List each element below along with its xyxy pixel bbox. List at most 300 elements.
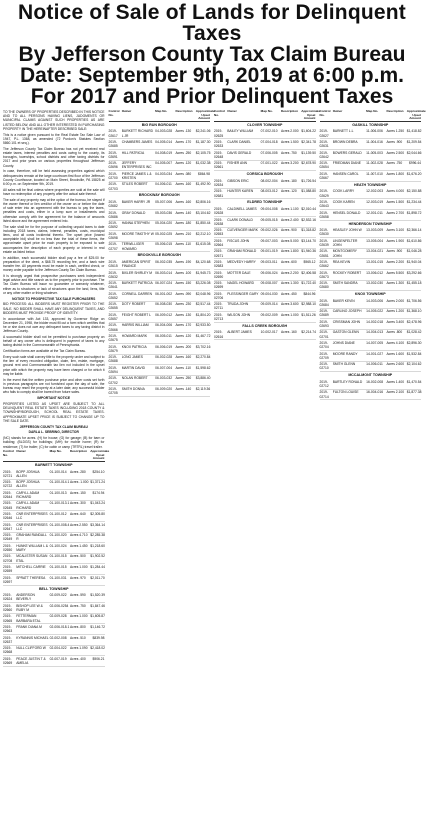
- table-row: [109, 129, 211, 140]
- control-number: 2019-02616: [214, 330, 224, 339]
- table-row: [3, 656, 105, 667]
- map-number: 01-100-014: [49, 469, 67, 474]
- control-number: 2019-02706: [214, 291, 224, 300]
- owner-name: ROCKEY ROBERT: [332, 270, 362, 275]
- control-number: 2019-02647: [3, 522, 13, 531]
- upset-amount: $3,364.14: [90, 522, 105, 527]
- notice-paragraph: The Jefferson County Tax Claim Bureau has not yet received real estate taxes, interest penalties and costs owing to the county, its boroughs, townships, school districts and other taxing districts for 2017 and prior years on various properties throughout Jefferson County.: [3, 146, 105, 168]
- table-row: [109, 386, 211, 397]
- property-description: Acres 5.500: [386, 270, 405, 275]
- col-header-upset-amount: Approximate Upset Amount: [90, 449, 110, 461]
- property-description: Acres .600: [280, 259, 297, 264]
- table-row: [214, 161, 316, 172]
- upset-amount: $2,532.16: [301, 217, 316, 222]
- table-row: [320, 259, 422, 270]
- map-number: 14-003-006: [366, 298, 384, 303]
- property-description: Acres .590: [69, 593, 86, 598]
- map-number: 09-001-019: [260, 249, 278, 254]
- owner-name: SMITH DONNA: [121, 387, 145, 392]
- property-description: Acres .150: [69, 490, 86, 495]
- notice-header: [3, 2, 421, 107]
- property-description: Acres .400: [69, 656, 86, 661]
- header-title: Notice of Sale of Lands for Delinquent Taxes: [18, 1, 406, 45]
- map-number: 04-006-011: [155, 182, 172, 187]
- upset-amount: $3,886.40: [195, 376, 211, 381]
- control-number: 2019-02641: [108, 281, 118, 290]
- upset-amount: $2,896.30: [406, 341, 422, 346]
- col-header-owner: Owner: [16, 449, 26, 454]
- map-number: 09-009-014: [260, 302, 278, 307]
- upset-amount: $2,105.75: [195, 150, 211, 155]
- control-number: 2019-02692: [108, 221, 118, 230]
- property-description: Acres .750: [280, 150, 297, 155]
- control-number: 2019-02652: [108, 291, 118, 300]
- owner-name: PIERCE JAMES L & KRISTEN: [121, 171, 152, 180]
- section-title: MCCALMONT TOWNSHIP: [348, 373, 393, 378]
- map-number: 08-003-012: [260, 189, 278, 194]
- section-title: KNOX TOWNSHIP: [354, 292, 386, 297]
- owner-name: HUNTER KAREN: [227, 189, 254, 194]
- control-number: 2019-02629: [319, 189, 329, 198]
- col-header-control: Control No.: [108, 109, 120, 117]
- owner-name: JEFFERY ENTERPRISES INC: [121, 161, 152, 170]
- map-number: 06-008-030: [155, 302, 173, 307]
- table-row: [214, 150, 316, 161]
- map-number: 06-002-035: [155, 259, 173, 264]
- section-title: BARNETT TOWNSHIP: [35, 463, 73, 468]
- property-description: Acres 1.000: [69, 614, 88, 619]
- map-number: 06-009-020: [155, 387, 173, 392]
- control-number: 2019-02696: [108, 161, 118, 170]
- property-description: Acres .750: [386, 161, 403, 166]
- property-description: Acres .130: [175, 129, 192, 134]
- control-number: 2019-02642: [319, 150, 329, 159]
- property-description: Acres 1.800: [386, 171, 405, 176]
- header-date: Date: September 9th, 2019 at 6:00 p.m.: [20, 64, 404, 87]
- map-number: 09-007-003: [260, 238, 278, 243]
- owner-name: BOPP JOSHUA ALLEN: [16, 469, 40, 478]
- table-row: [3, 624, 105, 635]
- upset-amount: $2,150.88: [406, 189, 422, 194]
- table-row: [109, 210, 211, 221]
- property-description: Acres .230: [175, 302, 192, 307]
- owner-name: FULTON LOUISE: [332, 390, 359, 395]
- upset-amount: $2,933.50: [195, 323, 211, 328]
- col-header-map: Map No.: [155, 109, 168, 113]
- upset-amount: $1,368.10: [406, 309, 422, 314]
- control-number: 2019-02709: [319, 351, 329, 360]
- control-number: 2019-02666: [108, 323, 118, 332]
- upset-amount: $1,877.38: [406, 390, 422, 395]
- control-number: 2019-02699: [214, 281, 224, 290]
- table-row: [320, 351, 422, 362]
- map-number: 02-007-019: [49, 656, 67, 661]
- table-row: [109, 221, 211, 232]
- owner-name: MOORE TIMOTHY W: [121, 231, 154, 236]
- notice-columns: [3, 109, 426, 818]
- upset-amount: $1,318.82: [301, 228, 316, 233]
- property-description: Acres 1.500: [280, 139, 299, 144]
- upset-amount: $3,702.16: [195, 344, 211, 349]
- owner-name: GASTON GLENN: [332, 330, 359, 335]
- map-number: 02-009-028: [49, 614, 67, 619]
- upset-amount: $1,139.50: [301, 150, 316, 155]
- table-row: [214, 259, 316, 270]
- upset-amount: $3,292.66: [406, 270, 422, 275]
- property-description: Acres 1.100: [280, 206, 299, 211]
- upset-amount: $864.98: [198, 171, 210, 176]
- table-header: [214, 109, 321, 122]
- control-number: 2019-02668: [3, 646, 13, 655]
- table-row: [3, 533, 105, 544]
- table-row: [320, 319, 422, 330]
- map-number: 16-004-016: [366, 390, 384, 395]
- map-number: 02-002-008: [49, 635, 67, 640]
- property-description: Acres .450: [280, 291, 297, 296]
- map-number: 09-005-015: [260, 217, 278, 222]
- table-row: [320, 210, 422, 221]
- table-row: [320, 340, 422, 351]
- table-row: [214, 228, 316, 239]
- map-number: 02-006-018.1: [49, 624, 70, 629]
- control-number: 2019-02649: [3, 533, 13, 542]
- upset-amount: $174.94: [92, 490, 105, 495]
- control-number: 2019-02669: [3, 656, 13, 665]
- table-row: [109, 259, 211, 270]
- map-number: 02-009-022: [49, 593, 67, 598]
- map-number: 11-006-006: [366, 129, 383, 134]
- upset-amount: $1,706.56: [406, 298, 422, 303]
- table-row: [320, 330, 422, 341]
- map-number: 01-100-020: [49, 533, 67, 538]
- control-number: 2019-02700: [108, 171, 118, 180]
- control-number: 2019-02697: [3, 575, 13, 584]
- table-row: [320, 171, 422, 182]
- map-number: 06-001-002: [155, 291, 173, 296]
- col-header-owner: Owner: [227, 109, 237, 113]
- table-row: [3, 501, 105, 512]
- property-description: Acres 2.200: [386, 259, 405, 264]
- map-number: 02-004-022: [49, 646, 67, 651]
- owner-name: MOORE RANDY: [332, 351, 358, 356]
- control-number: 2019-02712: [319, 379, 329, 389]
- owner-name: HANSEN CAROL: [332, 171, 359, 176]
- control-number: 2019-02625: [214, 129, 224, 138]
- table-row: [214, 281, 316, 292]
- upset-amount: $2,270.84: [195, 355, 211, 360]
- owner-name: PEACE JUSTIN T & AMELIA: [16, 656, 46, 665]
- col-header-owner: Owner: [332, 109, 343, 113]
- owner-name: BROWN DEBRA: [332, 139, 358, 144]
- property-description: Acres 1.250: [386, 129, 405, 134]
- control-number: 2019-02624: [3, 593, 13, 602]
- control-number: 2019-02683: [214, 259, 224, 269]
- section-title: BROOKVILLE BOROUGH: [137, 253, 181, 258]
- section-title: BELL TOWNSHIP: [38, 586, 69, 591]
- upset-amount: $1,520.39: [90, 593, 105, 598]
- notice-paragraph: TO THE OWNERS OF PROPERTIES DESCRIBED IN THIS NOTICE AND TO ALL PERSONS HAVING LIENS, JUDGMENTS OR MUNICIPAL CLAIMS AGAINST SUCH PROPERTIES AS ARE LISTED BELOW, AND ALL OTHER INTERESTED IN PURCHASING PROPERTY IN THE HEREINAFTER DESCRIBED SALE:: [3, 110, 105, 131]
- table-row: [109, 139, 211, 150]
- table-row: [320, 249, 422, 260]
- map-number: 14-002-018: [366, 319, 384, 324]
- owner-name: BISHOP LEE W & RUBY M: [16, 603, 43, 612]
- property-description: Acres .250: [175, 376, 192, 381]
- notice-paragraph: It is strongly urged that prospective purchasers seek independent legal advice and title search as to the property prior to purchase. The Tax Claim Bureau will issue no guarantee or warranty whatever, either as to structures or lack of structures upon the land, liens, title or any other matter or thing whatever.: [3, 274, 105, 295]
- table-row: [214, 178, 316, 189]
- control-number: 2019-02650: [3, 543, 13, 553]
- property-description: Acres .170: [175, 323, 192, 328]
- property-description: Acres 1.000: [280, 312, 299, 317]
- header-subtitle: By Jefferson County Tax Claim Bureau: [18, 43, 406, 66]
- property-description: Acres 2.200: [280, 270, 299, 275]
- control-number: 2019-02617: [108, 129, 118, 138]
- upset-amount: $1,940.36: [301, 249, 316, 254]
- owner-name: MOTTER DALE: [227, 270, 251, 275]
- property-description: Acres 1.300: [386, 281, 405, 286]
- table-row: [320, 309, 422, 320]
- table-row: [214, 129, 316, 140]
- owner-name: CNR ENTERPRISES LLC: [16, 512, 48, 521]
- owner-name: REA KEVIN: [332, 259, 351, 264]
- property-description: Acres .300: [69, 501, 86, 506]
- upset-amount: $2,010.44: [301, 206, 316, 211]
- notice-paragraph: In case, therefore, will be held assessing properties against which delinquencies remain at the large courtroom first floor of the Jefferson County Courthouse, located on Main Street, Brookville, PA 15825 at 6:00 p.m. on September 9th, 2019.: [3, 169, 105, 187]
- control-number: 2019-02637: [3, 635, 13, 644]
- map-number: 09-002-009: [260, 312, 278, 317]
- table-row: [109, 171, 211, 182]
- property-description: Acres 5.000: [280, 238, 299, 243]
- upset-amount: $2,011.70: [90, 575, 105, 580]
- control-number: 2019-02627: [319, 129, 329, 138]
- owner-name: ANDERSON BEVERLY: [16, 593, 35, 602]
- table-row: [214, 238, 316, 249]
- control-number: 2019-02628: [214, 206, 224, 216]
- property-description: Acres 3.400: [386, 319, 405, 324]
- property-description: Acres 3.200: [280, 161, 299, 166]
- map-number: 05-002-025: [155, 231, 173, 236]
- upset-amount: $2,212.10: [195, 231, 211, 236]
- section-title: CLOVER TOWNSHIP: [247, 122, 283, 127]
- property-description: Acres .120: [175, 161, 192, 166]
- owner-name: LONG JAMES: [121, 355, 143, 360]
- property-description: Acres 2.100: [386, 390, 405, 395]
- property-description: Acres .130: [175, 312, 192, 317]
- control-number: 2019-02690: [214, 270, 224, 279]
- control-number: 2019-02702: [108, 376, 118, 385]
- map-number: 04-003-028: [155, 129, 173, 134]
- control-number: 2019-02631: [319, 139, 329, 149]
- column-1: [3, 110, 110, 818]
- property-description: Acres 2.700: [386, 210, 405, 215]
- col-header-upset-amount: Approximate Upset Amount: [301, 109, 321, 121]
- col-header-control: Control No.: [319, 109, 331, 117]
- col-header-owner: Owner: [121, 109, 132, 113]
- upset-amount: $1,532.84: [406, 351, 422, 356]
- owner-name: DAVIS GERALD: [227, 150, 252, 155]
- table-row: [3, 575, 105, 586]
- map-number: 06-004-006: [155, 323, 173, 328]
- owner-name: SMITH GLENN: [332, 362, 356, 367]
- upset-amount: $2,048.96: [195, 291, 211, 296]
- table-row: [320, 379, 422, 390]
- map-number: 06-002-028: [155, 355, 173, 360]
- upset-amount: $1,722.40: [301, 281, 316, 286]
- map-number: 11-004-016: [366, 139, 383, 144]
- col-header-control: Control No.: [214, 109, 225, 117]
- table-row: [320, 238, 422, 249]
- upset-amount: $839.98: [92, 635, 105, 640]
- owner-name: HENSEL DONALD: [332, 210, 361, 215]
- owner-name: NAGEL HOWARD: [227, 281, 255, 286]
- table-row: [320, 298, 422, 309]
- table-row: [3, 564, 105, 575]
- property-description: Acres .140: [175, 210, 192, 215]
- map-number: 05-004-020: [155, 221, 173, 226]
- notice-page: [0, 2, 424, 802]
- owner-name: CARYLL ADAM RICHARD: [16, 501, 40, 510]
- owner-name: MEDVEDY HARRY: [227, 259, 256, 264]
- table-row: [3, 543, 105, 554]
- owner-name: CLEVENGER MARK: [227, 228, 258, 233]
- map-number: 04-008-019: [155, 150, 173, 155]
- owner-name: FISHER ANN: [227, 161, 247, 166]
- control-number: 2019-02638: [214, 217, 224, 226]
- property-description: Acres 1.600: [386, 351, 405, 356]
- map-number: 07-001-022: [260, 161, 278, 166]
- notice-paragraph: A successful bidder shall not be permitted to purchase property on behalf of any owner who is delinquent in payment of taxes to any taxing district in the Commonwealth of Pennsylvania.: [3, 335, 105, 348]
- upset-amount: $1,850.44: [195, 221, 211, 226]
- owner-name: CRISSMAN JOHN: [332, 319, 360, 324]
- control-number: 2019-02658: [319, 210, 329, 219]
- map-number: 13-004-021: [366, 249, 384, 254]
- upset-amount: $4,120.68: [195, 259, 211, 264]
- control-number: 2019-02691: [108, 150, 118, 159]
- map-number: 09-002-026: [260, 228, 278, 233]
- map-number: 09-004-008: [260, 206, 278, 211]
- control-number: 2019-02664: [214, 238, 224, 247]
- property-description: Acres .210: [175, 231, 192, 236]
- property-description: Acres .1.000: [69, 480, 89, 485]
- table-row: [109, 281, 211, 292]
- upset-amount: $1,371.24: [90, 480, 105, 485]
- table-row: [320, 139, 422, 150]
- property-description: Acres .800: [386, 330, 403, 335]
- owner-name: MCALISTER SUSAN ETAL: [16, 554, 48, 563]
- upset-amount: $1,492.90: [195, 182, 211, 187]
- map-number: 01-100-013: [49, 490, 67, 495]
- owner-name: MARTIN DAVID: [121, 365, 146, 370]
- col-header-description: Description: [69, 449, 87, 454]
- owner-name: CLARK DONALD: [227, 217, 253, 222]
- table-row: [320, 161, 422, 172]
- owner-name: FISCUS JOHN: [227, 238, 250, 243]
- section-title: CORSICA BOROUGH: [246, 172, 283, 177]
- control-number: 2019-02679: [108, 344, 118, 353]
- owner-name: WILSON JOHN: [227, 312, 251, 317]
- table-row: [214, 139, 316, 150]
- property-description: Acres .900: [280, 228, 297, 233]
- owner-name: SPRATT THERESA: [16, 575, 46, 580]
- property-description: Acres .150: [175, 281, 192, 286]
- upset-amount: $2,214.74: [301, 330, 316, 335]
- table-row: [320, 270, 422, 281]
- property-description: Acres 1.090: [69, 646, 88, 651]
- upset-amount: $1,088.80: [301, 189, 316, 194]
- col-header-map: Map No.: [366, 109, 379, 113]
- owner-name: AMERICAN SPIRIT FINANCE: [121, 259, 151, 269]
- upset-amount: $2,678.90: [301, 161, 316, 166]
- table-row: [214, 302, 316, 313]
- map-number: 14-006-011: [366, 362, 383, 367]
- table-row: [109, 150, 211, 161]
- owner-name: SMITH SANDRA: [332, 281, 358, 286]
- map-number: 01-100-015: [49, 565, 67, 570]
- map-number: 01-100-012: [49, 512, 67, 517]
- map-number: 10-002-017: [260, 330, 278, 335]
- control-number: 2019-02644: [3, 490, 13, 500]
- owner-name: BARTLEY RONALD: [332, 379, 363, 384]
- control-number: 2019-02714: [319, 390, 329, 399]
- owner-name: KNOX PATRICIA: [121, 344, 147, 349]
- upset-amount: $1,615.08: [195, 242, 211, 247]
- owner-name: FETTERMAN BARBARA ETAL: [16, 614, 41, 623]
- control-number: 2019-02707: [108, 242, 118, 251]
- map-number: 13-005-004: [366, 238, 384, 243]
- owner-name: HARRIS WILLIAM: [121, 323, 149, 328]
- control-number: 2019-02645: [3, 501, 13, 510]
- property-description: Acres .500: [69, 554, 86, 559]
- property-description: Acres .140: [175, 387, 192, 392]
- map-number: 06-007-024: [155, 281, 173, 286]
- map-number: 06-005-011: [155, 334, 172, 339]
- owner-name: BIXLER SHIRLEY M: [121, 270, 153, 275]
- table-row: [320, 129, 422, 140]
- table-row: [214, 270, 316, 281]
- control-number: 2019-02682: [108, 199, 118, 209]
- control-number: 2019-02684: [319, 298, 329, 307]
- property-description: Acres 4.100: [386, 341, 405, 346]
- map-number: 16-002-008: [366, 379, 384, 384]
- control-number: 2019-02659: [3, 565, 13, 574]
- property-description: Acres .510: [69, 635, 86, 640]
- upset-amount: $1,028.42: [406, 330, 422, 335]
- map-number: 09-003-011: [260, 259, 278, 264]
- map-number: 07-002-010: [260, 129, 278, 134]
- owner-name: FRANK DIANA M: [16, 624, 42, 629]
- table-row: [109, 355, 211, 366]
- map-number: 05-007-006: [155, 199, 173, 204]
- upset-amount: $1,043.24: [90, 501, 105, 506]
- control-number: 2019-02639: [319, 238, 329, 247]
- property-description: Acres .160: [280, 330, 297, 335]
- property-description: Acres 1.400: [386, 379, 405, 384]
- upset-amount: $1,284.44: [90, 565, 105, 570]
- control-number: 2019-02688: [108, 355, 118, 364]
- control-number: 2019-02703: [108, 182, 118, 191]
- control-number: 2019-02685: [108, 139, 118, 149]
- map-number: 05-003-036: [155, 210, 173, 215]
- property-description: Acres .110: [175, 365, 191, 370]
- owner-name: BAKER HARRY JR: [121, 199, 151, 204]
- map-number: 07-004-018: [260, 139, 278, 144]
- property-description: Acres .160: [175, 355, 192, 360]
- control-number: 2019-02681: [214, 189, 224, 198]
- map-number: 14-005-022: [366, 309, 384, 314]
- map-number: 09-008-007: [260, 281, 278, 286]
- control-number: 2019-02634: [214, 178, 224, 187]
- map-number: 13-006-012: [366, 270, 384, 275]
- owner-name: CHAMBERS JAMES: [121, 139, 153, 144]
